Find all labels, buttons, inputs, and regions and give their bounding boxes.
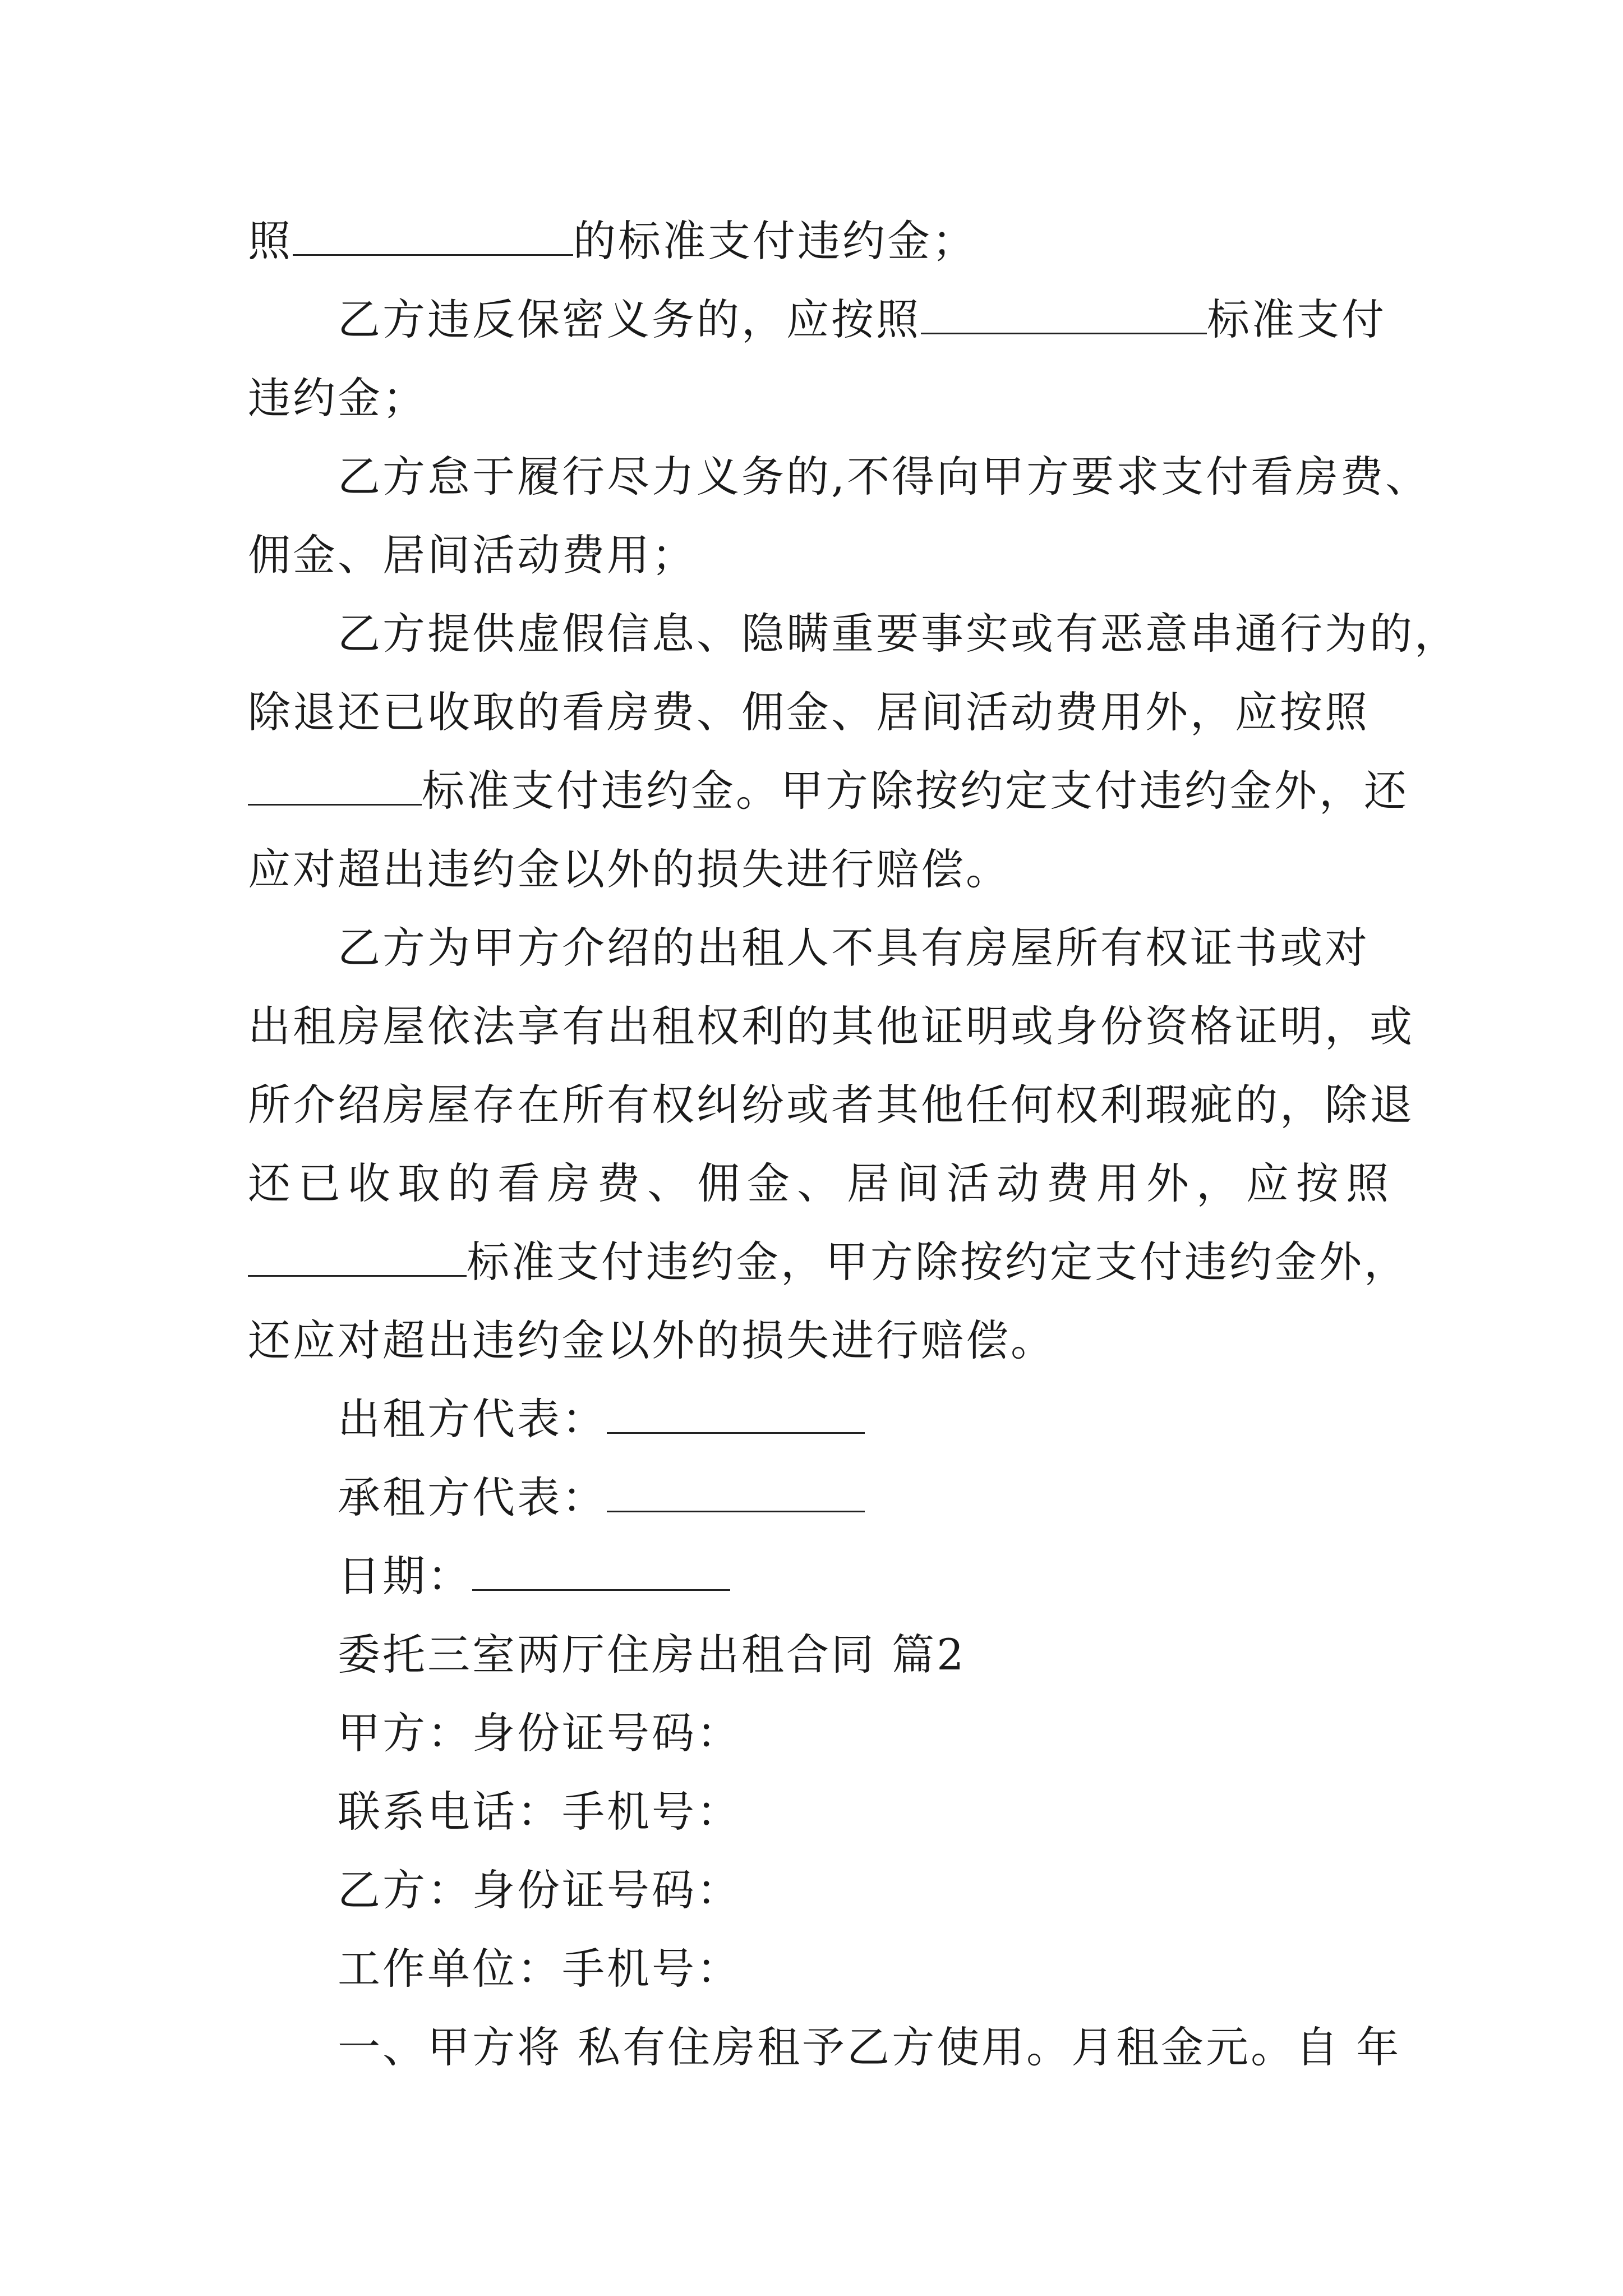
blank-field <box>607 1395 865 1434</box>
text-line <box>338 1537 730 1616</box>
label: 日期： <box>338 1551 472 1601</box>
text-line: 除退还已收取的看房费、佣金、居间活动费用外，应按照 <box>248 687 1370 737</box>
text-line <box>338 1380 865 1458</box>
text-line: 一、甲方将 私有住房租予乙方使用。月租金元。自 年 <box>338 2022 1401 2072</box>
text-line: 联系电话：手机号： <box>338 1787 741 1837</box>
text-line <box>248 752 1409 830</box>
blank-field <box>472 1552 730 1591</box>
text: 乙方违反保密义务的，应按照 <box>338 295 921 344</box>
text: 标准支付违约金，甲方除按约定支付违约金外， <box>467 1237 1409 1287</box>
blank-field <box>248 767 422 806</box>
label: 出租方代表： <box>338 1394 607 1444</box>
text-line <box>338 1458 865 1537</box>
text-line <box>248 1223 1409 1301</box>
label: 承租方代表： <box>338 1473 607 1522</box>
text-line: 工作单位：手机号： <box>338 1944 741 1994</box>
text-line: 出租房屋依法享有出租权利的其他证明或身份资格证明，或 <box>248 1001 1414 1051</box>
text-line: 应对超出违约金以外的损失进行赔偿。 <box>248 844 1011 894</box>
text-line <box>248 202 977 280</box>
text: 标准支付 <box>1207 295 1386 344</box>
text-line: 佣金、居间活动费用； <box>248 530 697 580</box>
text-line: 甲方：身份证号码： <box>338 1708 741 1758</box>
text-line <box>338 280 1386 359</box>
text-line: 所介绍房屋存在所有权纠纷或者其他任何权利瑕疵的，除退 <box>248 1080 1414 1130</box>
text: 照 <box>248 216 293 266</box>
text-line: 乙方：身份证号码： <box>338 1865 741 1915</box>
text-line: 乙方提供虚假信息、隐瞒重要事实或有恶意串通行为的， <box>338 609 1459 659</box>
section-heading: 委托三室两厅住房出租合同 篇2 <box>338 1630 966 1680</box>
text: 标准支付违约金。甲方除按约定支付违约金外，还 <box>422 766 1409 816</box>
blank-field <box>921 296 1207 334</box>
text-line: 还应对超出违约金以外的损失进行赔偿。 <box>248 1315 1055 1365</box>
text: 的标准支付违约金； <box>573 216 977 266</box>
text-line: 还已收取的看房费、佣金、居间活动费用外，应按照 <box>248 1158 1396 1208</box>
text-line: 乙方为甲方介绍的出租人不具有房屋所有权证书或对 <box>338 923 1370 973</box>
blank-field <box>248 1238 467 1277</box>
blank-field <box>293 217 573 256</box>
text-line: 乙方怠于履行尽力义务的,不得向甲方要求支付看房费、 <box>338 452 1431 501</box>
blank-field <box>607 1474 865 1512</box>
text-line: 违约金； <box>248 373 427 423</box>
